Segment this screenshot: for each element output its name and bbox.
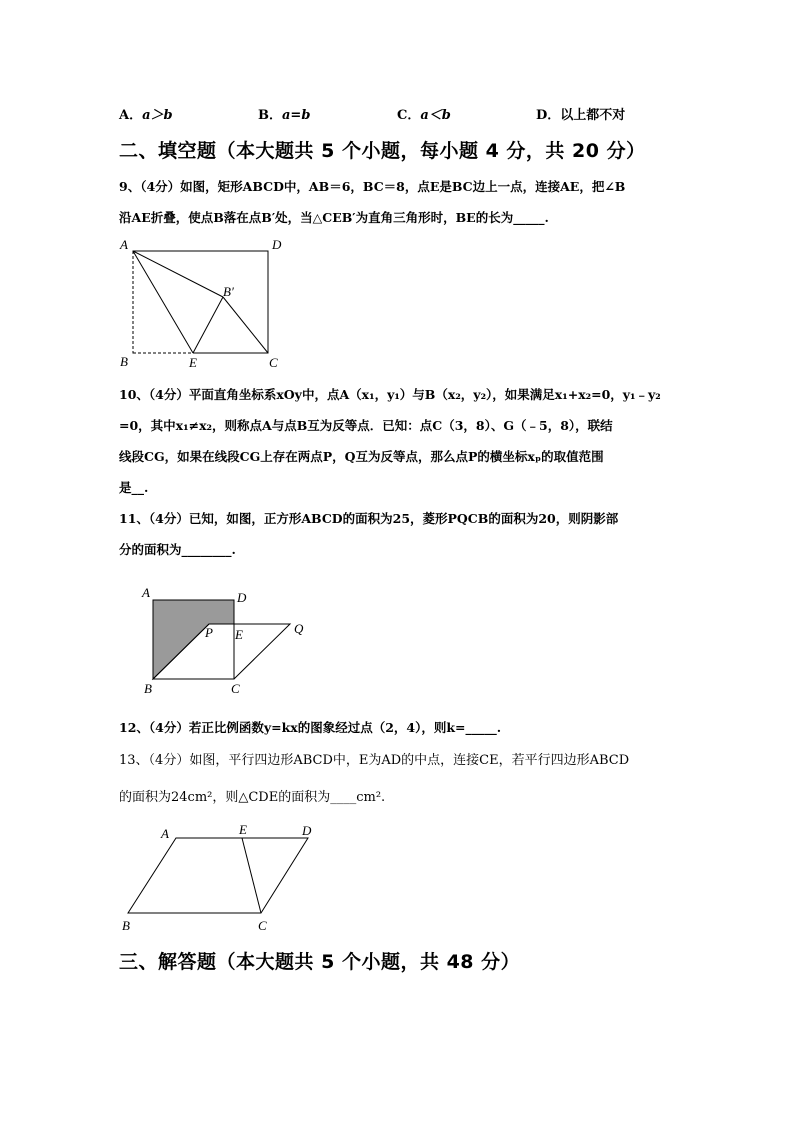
label-d: D	[237, 590, 247, 605]
label-b: B	[144, 681, 152, 696]
q11-line-2: 分的面积为________.	[119, 542, 236, 557]
parallelogram-abcd	[128, 838, 308, 913]
label-p: P	[205, 625, 213, 640]
label-a: A	[161, 826, 169, 841]
q10-line-2: =0，其中x₁≠x₂，则称点A与点B互为反等点．已知：点C（3，8）、G（﹣5，8），联结	[119, 418, 613, 433]
label-q: Q	[294, 621, 304, 636]
option-c: C．a＜b	[397, 108, 451, 123]
q10-line-3: 线段CG，如果在线段CG上存在两点P，Q互为反等点，那么点P的横坐标xₚ的取值范围	[119, 449, 604, 464]
line-eb-prime	[193, 297, 223, 353]
rect-abcd	[133, 251, 268, 353]
label-e: E	[239, 822, 247, 837]
q13-line-1: 13、（4分）如图，平行四边形ABCD中，E为AD的中点，连接CE，若平行四边形ABCD	[119, 753, 630, 768]
line-b-prime-c	[223, 297, 268, 353]
label-a: A	[120, 237, 128, 252]
label-c: C	[231, 681, 240, 696]
option-a: A．a＞b	[119, 108, 173, 123]
q9-rectangle-figure	[115, 236, 295, 372]
label-d: D	[272, 237, 282, 252]
q13-line-2: 的面积为24cm²，则△CDE的面积为____cm².	[119, 790, 386, 805]
q13-parallelogram-figure	[118, 818, 328, 936]
label-c: C	[258, 918, 267, 933]
label-b: B	[122, 918, 130, 933]
label-d: D	[302, 823, 312, 838]
section-3-title: 三、解答题（本大题共 5 个小题，共 48 分）	[119, 951, 521, 973]
q10-line-4: 是__.	[119, 480, 149, 495]
label-b: B	[120, 354, 128, 369]
line-ce	[242, 838, 261, 913]
label-e: E	[189, 355, 197, 370]
q9-line-2: 沿AE折叠，使点B落在点B′处，当△CEB′为直角三角形时，BE的长为_____.	[119, 210, 549, 225]
q10-line-1: 10、（4分）平面直角坐标系xOy中，点A（x₁，y₁）与B（x₂，y₂），如果满足x₁+x₂=0，y₁﹣y₂	[119, 387, 661, 402]
q11-line-1: 11、（4分）已知，如图，正方形ABCD的面积为25，菱形PQCB的面积为20，则阴影部	[119, 511, 619, 526]
section-2-title: 二、填空题（本大题共 5 个小题，每小题 4 分，共 20 分）	[119, 140, 646, 162]
q12-line-1: 12、（4分）若正比例函数y=kx的图象经过点（2，4），则k=_____.	[119, 720, 502, 735]
label-b-prime: B′	[223, 284, 234, 299]
label-c: C	[269, 355, 278, 370]
label-e: E	[235, 627, 243, 642]
option-d: D．以上都不对	[536, 108, 626, 123]
q9-line-1: 9、（4分）如图，矩形ABCD中，AB＝6，BC＝8，点E是BC边上一点，连接AE，把∠B	[119, 179, 626, 194]
option-b: B．a=b	[258, 108, 311, 123]
q11-square-rhombus-figure	[135, 583, 315, 698]
label-a: A	[142, 585, 150, 600]
